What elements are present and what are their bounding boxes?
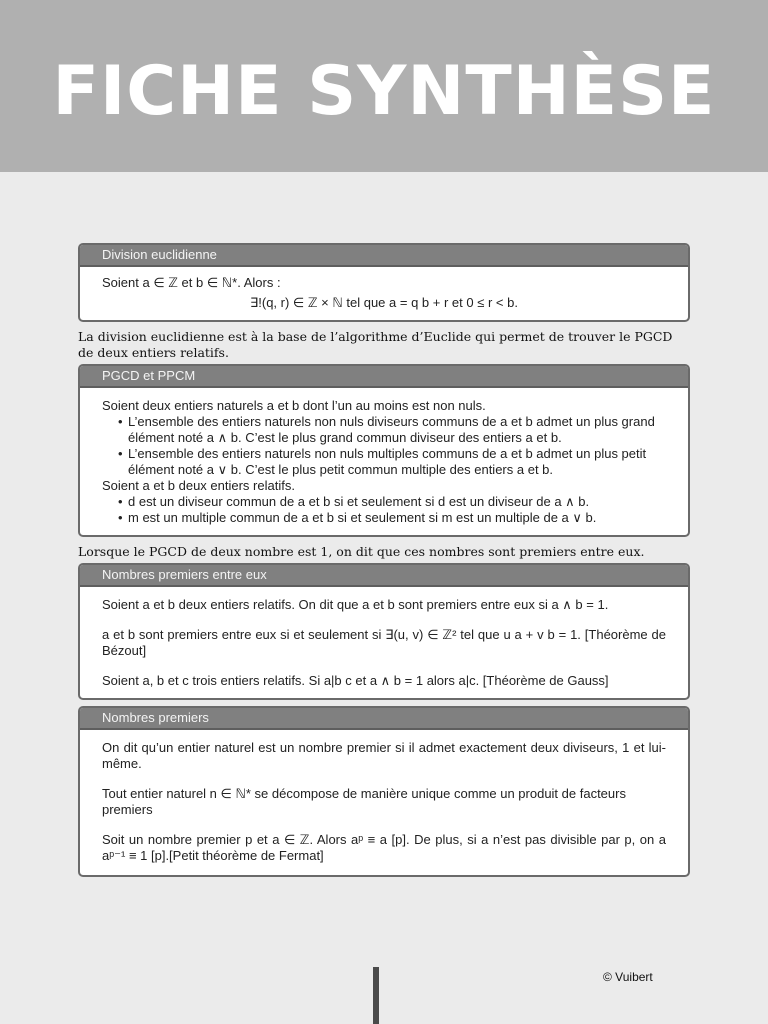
copyright: © Vuibert <box>603 970 653 984</box>
list-item: • L’ensemble des entiers naturels non nuls multiples communs de a et b admet un plus petit élément noté a ∨ b. C’est le plus petit commun multiple des entiers a et b. <box>118 446 666 478</box>
box-title: Division euclidienne <box>80 245 688 267</box>
box-division-euclidienne <box>78 243 690 322</box>
statement-text: Tout entier naturel n ∈ ℕ* se décompose de manière unique comme un produit de facteurs premiers <box>102 786 626 817</box>
list-item: • L’ensemble des entiers naturels non nuls diviseurs communs de a et b admet un plus grand élément noté a ∧ b. C’est le plus grand commun diviseur des entiers a et b. <box>118 414 666 446</box>
theorem-gauss: Soient a, b et c trois entiers relatifs. Si a|b c et a ∧ b = 1 alors a|c. [Théorème de Gauss] <box>102 673 609 688</box>
main-content <box>78 243 690 877</box>
prose-paragraph: Lorsque le PGCD de deux nombre est 1, on dit que ces nombres sont premiers entre eux. <box>78 544 645 559</box>
header-banner <box>0 0 768 172</box>
bullet-list <box>102 494 666 526</box>
statement-text: Soient a et b deux entiers relatifs. On dit que a et b sont premiers entre eux si a ∧ b = 1. <box>102 597 609 612</box>
box-body <box>80 267 688 320</box>
box-title: Nombres premiers <box>80 708 688 730</box>
box-nombres-premiers <box>78 706 690 877</box>
box-nombres-premiers-entre-eux <box>78 563 690 700</box>
statement-text: On dit qu’un entier naturel est un nombre premier si il admet exactement deux diviseurs, 1 et lui-même. <box>102 740 666 771</box>
formula: ∃!(q, r) ∈ ℤ × ℕ tel que a = q b + r et 0 ≤ r < b. <box>250 295 518 310</box>
box-pgcd-ppcm <box>78 364 690 537</box>
box-title: PGCD et PPCM <box>80 366 688 388</box>
box-body <box>80 730 688 875</box>
prose-paragraph: La division euclidienne est à la base de l’algorithme d’Euclide qui permet de trouver le PGCD de deux entiers relatifs. <box>78 329 673 360</box>
statement-text: Soient deux entiers naturels a et b dont l’un au moins est non nuls. <box>102 398 486 413</box>
box-title: Nombres premiers entre eux <box>80 565 688 587</box>
bullet-list <box>102 414 666 478</box>
box-body <box>80 587 688 698</box>
footer-divider <box>373 967 379 1024</box>
page-title: FICHE SYNTHÈSE <box>52 52 716 131</box>
list-item: • m est un multiple commun de a et b si et seulement si m est un multiple de a ∨ b. <box>118 510 666 526</box>
theorem-fermat: Soit un nombre premier p et a ∈ ℤ. Alors aᵖ ≡ a [p]. De plus, si a n’est pas divisible par p, on a aᵖ⁻¹ ≡ 1 [p].[Petit théorème de Fermat] <box>102 832 666 863</box>
theorem-bezout: a et b sont premiers entre eux si et seulement si ∃(u, v) ∈ ℤ² tel que u a + v b = 1. [Théorème de Bézout] <box>102 627 666 658</box>
box-body <box>80 388 688 535</box>
statement-text: Soient a ∈ ℤ et b ∈ ℕ*. Alors : <box>102 275 281 290</box>
list-item: • d est un diviseur commun de a et b si et seulement si d est un diviseur de a ∧ b. <box>118 494 666 510</box>
statement-text: Soient a et b deux entiers relatifs. <box>102 478 295 493</box>
